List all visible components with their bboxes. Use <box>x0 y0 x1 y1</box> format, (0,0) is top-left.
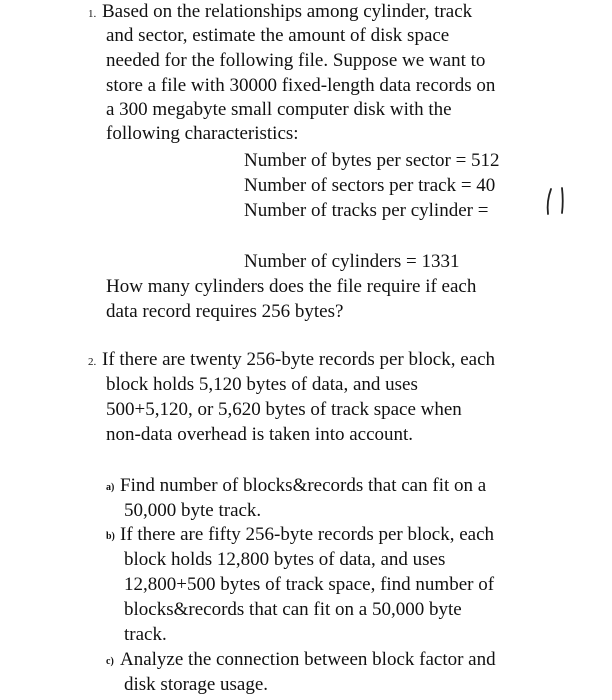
part-b-line-1: If there are fifty 256-byte records per block, each <box>120 524 495 545</box>
part-a-label: a) <box>106 482 115 493</box>
question-1-number: 1. <box>88 8 97 20</box>
part-b-line-5: track. <box>124 624 167 645</box>
question-1-line-3: needed for the following file. Suppose we want to <box>106 50 486 71</box>
part-a-line-1: Find number of blocks&records that can fit on a <box>120 475 487 496</box>
question-1-line-2: and sector, estimate the amount of disk space <box>106 25 450 46</box>
question-2-line-1: If there are twenty 256-byte records per block, each <box>102 349 496 370</box>
part-b-line-3: 12,800+500 bytes of track space, find number of <box>124 574 495 595</box>
question-2-number: 2. <box>88 356 97 368</box>
number-of-cylinders: Number of cylinders = 1331 <box>244 251 460 272</box>
handwritten-eleven <box>543 186 569 216</box>
part-b-line-2: block holds 12,800 bytes of data, and uses <box>124 549 446 570</box>
sectors-per-track: Number of sectors per track = 40 <box>244 175 496 196</box>
part-c-line-2: disk storage usage. <box>124 674 269 695</box>
part-c-label: c) <box>106 656 114 667</box>
part-c-line-1: Analyze the connection between block factor and <box>120 649 496 670</box>
part-a-line-2: 50,000 byte track. <box>124 500 262 521</box>
bytes-per-sector: Number of bytes per sector = 512 <box>244 150 500 171</box>
tracks-per-cylinder: Number of tracks per cylinder = <box>244 200 489 221</box>
question-2-line-3: 500+5,120, or 5,620 bytes of track space when <box>106 399 462 420</box>
question-1-line-5: a 300 megabyte small computer disk with the <box>106 99 452 120</box>
question-2-line-2: block holds 5,120 bytes of data, and uses <box>106 374 418 395</box>
question-2-line-4: non-data overhead is taken into account. <box>106 424 414 445</box>
question-1-ask-line-2: data record requires 256 bytes? <box>106 301 344 322</box>
part-b-label: b) <box>106 531 115 542</box>
question-1-line-1: Based on the relationships among cylinder, track <box>102 1 473 22</box>
question-1-line-4: store a file with 30000 fixed-length data records on <box>106 75 496 96</box>
question-1-ask-line-1: How many cylinders does the file require if each <box>106 276 477 297</box>
part-b-line-4: blocks&records that can fit on a 50,000 byte <box>124 599 462 620</box>
question-1-line-6: following characteristics: <box>106 123 299 144</box>
